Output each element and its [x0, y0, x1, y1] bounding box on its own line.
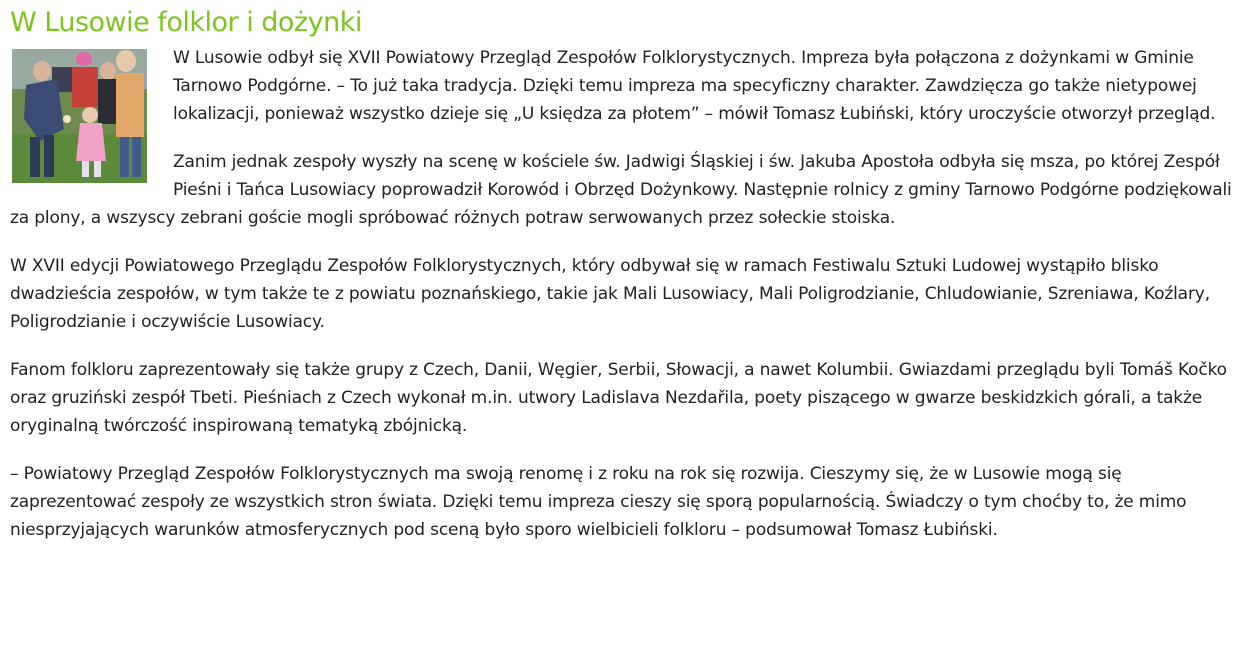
paragraph-2: Zanim jednak zespoły wyszły na scenę w kościele św. Jadwigi Śląskiej i św. Jakuba Apostoła odbyła się msza, po której Zespół Pieśni i Tańca Lusowiacy poprowadził Korowód i Obrzęd Dożynkowy. Następnie rolnicy z gminy Tarnowo Podgórne podziękowali za plony, a wszyscy zebrani goście mogli spróbować różnych potraw serwowanych przez sołeckie stoiska.	[10, 152, 1232, 228]
article-body	[10, 44, 1232, 544]
article-photo[interactable]	[12, 49, 147, 183]
paragraph-4: Fanom folkloru zaprezentowały się także grupy z Czech, Danii, Węgier, Serbii, Słowacji, a nawet Kolumbii. Gwiazdami przeglądu byli Tomáš Kočko oraz gruziński zespół Tbeti. Pieśniach z Czech wykonał m.in. utwory Ladislava Nezdařila, poety piszącego w gwarze beskidzkich górali, a także oryginalną twórczość inspirowaną tematyką zbójnicką.	[10, 360, 1227, 436]
paragraph-1: W Lusowie odbył się XVII Powiatowy Przegląd Zespołów Folklorystycznych. Impreza była połączona z dożynkami w Gminie Tarnowo Podgórne. – To już taka tradycja. Dzięki temu impreza ma specyficzny charakter. Zawdzięcza go także nietypowej lokalizacji, ponieważ wszystko dzieje się „U księdza za płotem” – mówił Tomasz Łubiński, który uroczyście otworzył przegląd.	[173, 48, 1216, 124]
paragraph-3: W XVII edycji Powiatowego Przeglądu Zespołów Folklorystycznych, który odbywał się w ramach Festiwalu Sztuki Ludowej wystąpiło blisko dwadzieścia zespołów, w tym także te z powiatu poznańskiego, takie jak Mali Lusowiacy, Mali Poligrodzianie, Chludowianie, Szreniawa, Koźlary, Poligrodzianie i oczywiście Lusowiacy.	[10, 256, 1210, 332]
article-title: W Lusowie folklor i dożynki	[10, 7, 362, 38]
paragraph-5: – Powiatowy Przegląd Zespołów Folklorystycznych ma swoją renomę i z roku na rok się rozwija. Cieszymy się, że w Lusowie mogą się zaprezentować zespoły ze wszystkich stron świata. Dzięki temu impreza cieszy się sporą popularnością. Świadczy o tym choćby to, że mimo niesprzyjających warunków atmosferycznych pod sceną było sporo wielbicieli folkloru – podsumował Tomasz Łubiński.	[10, 464, 1187, 540]
article	[10, 0, 1232, 564]
